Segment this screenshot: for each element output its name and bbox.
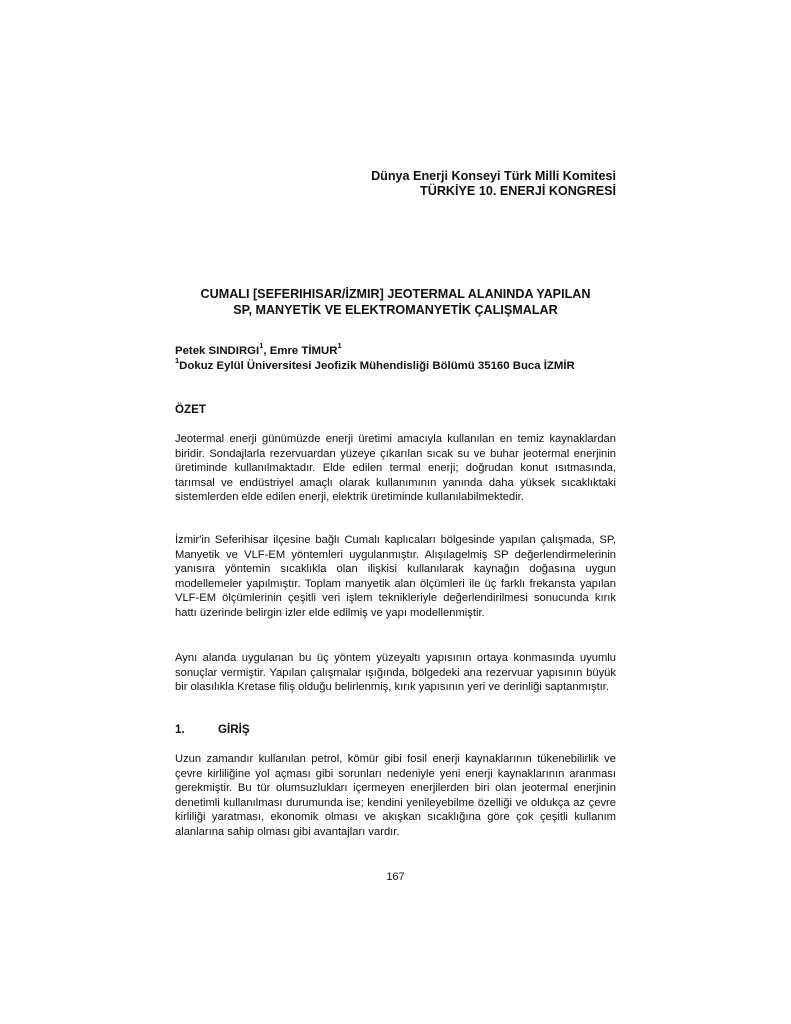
abstract-heading: ÖZET [175,403,206,416]
affiliation-text: Dokuz Eylül Üniversitesi Jeofizik Mühendisliği Bölümü 35160 Buca İZMİR [179,360,575,372]
author-affiliation-mark: 1 [337,341,342,351]
section-heading [175,722,250,737]
abstract-paragraph-1: Jeotermal enerji günümüzde enerji üretimi amacıyla kullanılan en temiz kaynaklardan biridir. Sondajlarla rezervuardan yüzeye çıkarılan sıcak su ve buhar jeotermal enerjinin üretiminde kullanılmaktadır. Elde edilen termal enerji; doğrudan konut ısıtmasında, tarımsal ve endüstriyel amaçlı olarak kullanımının yanında daha yüksek sıcaklıktaki sistemlerden elde edilen enerji, elektrik üretiminde kullanılabilmektedir. [175,433,616,504]
paper-title-line-1: CUMALI [SEFERIHISAR/İZMIR] JEOTERMAL ALANINDA YAPILAN [200,287,591,301]
abstract-paragraph-3: Aynı alanda uygulanan bu üç yöntem yüzeyaltı yapısının ortaya konmasında uyumlu sonuçlar vermiştir. Yapılan çalışmalar ışığında, bölgedeki ana rezervuar yapısının büyük bir olasılıkla Kretase filiş olduğu belirlenmiş, kırık yapısının yeri ve derinliği saptanmıştır. [175,652,616,694]
conference-name: TÜRKİYE 10. ENERJİ KONGRESİ [420,184,616,198]
paper-title-line-2: SP, MANYETİK VE ELEKTROMANYETİK ÇALIŞMALAR [233,303,558,317]
section-title: GİRİŞ [218,723,250,736]
paper-title [175,286,616,318]
affiliation [175,356,575,374]
conference-committee: Dünya Enerji Konseyi Türk Milli Komitesi [371,169,616,183]
author-affiliation-mark: 1 [259,341,264,351]
author-name: Emre TİMUR [269,345,338,357]
conference-header [371,169,616,199]
author-name: Petek SINDIRGI [175,345,260,357]
section-paragraph-1: Uzun zamandır kullanılan petrol, kömür gibi fosil enerji kaynaklarının tükenebilirlik ve çevre kirliliğine yol açması gibi sorunları nedeniyle yeni enerji kaynaklarının aranması gerekmiştir. Bu tür olumsuzlukları içermeyen enerjilerden biri olan jeotermal enerjinin denetimli kullanılması durumunda ise; kendini yenileyebilme özelliği ve oldukça az çevre kirliliği yaratması, ekonomik olması ve akışkan sıcaklığına göre çok çeşitli kullanım alanlarına sahip olması gibi avantajları vardır. [175,753,616,838]
author-list [175,341,342,359]
abstract-paragraph-2: İzmir'in Seferihisar ilçesine bağlı Cumalı kaplıcaları bölgesinde yapılan çalışmada, SP, Manyetik ve VLF-EM yöntemleri uygulanmıştır. Alışılagelmiş SP değerlendirmelerinin yanısıra yöntemin sıcaklıkla olan ilişkisi kullanılarak kaynağın doğasına uygun modellemeler yapılmıştır. Toplam manyetik alan ölçümleri ile üç farklı frekansta yapılan VLF-EM ölçümlerinin çeşitli veri işlem teknikleriyle değerlendirilmesi sonucunda kırık hattı üzerinde belirgin izler elde edilmiş ve yapı modellenmiştir. [175,534,616,619]
page-number: 167 [386,871,405,883]
affiliation-mark: 1 [175,356,180,366]
section-number: 1. [175,723,185,736]
author-separator: , [263,345,270,357]
